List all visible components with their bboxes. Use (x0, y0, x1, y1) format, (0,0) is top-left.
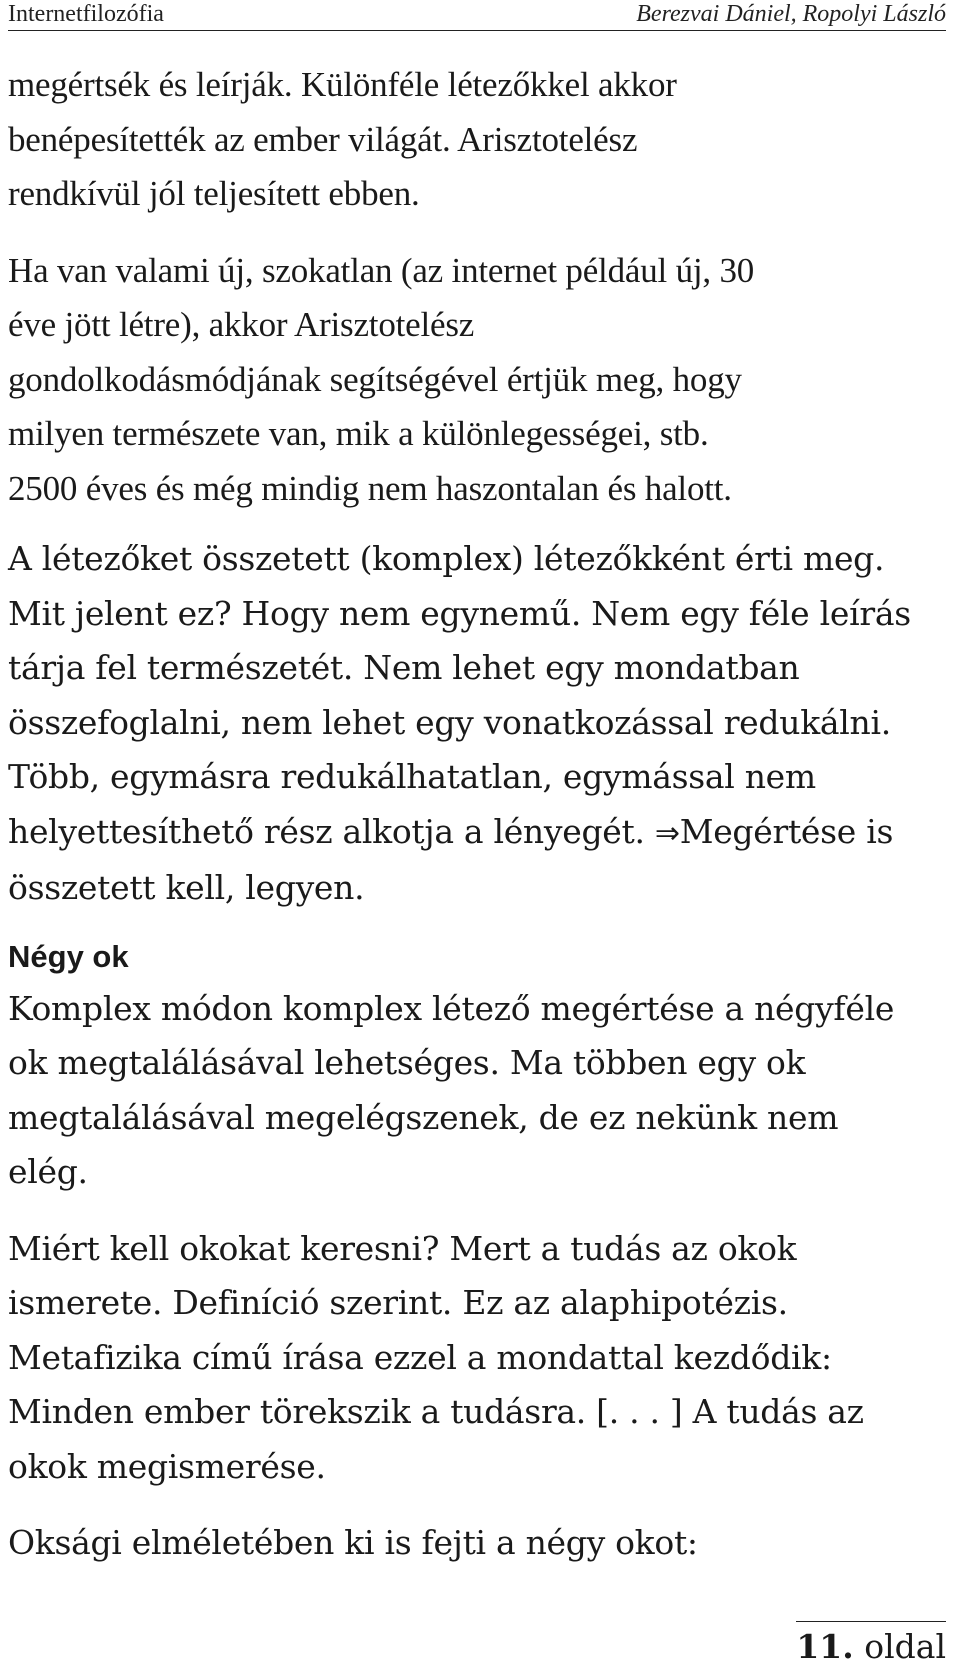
text-line: Megértése is (679, 811, 894, 851)
page-footer (796, 1621, 946, 1672)
text-line: rendkívül jól teljesített ebben. (8, 174, 420, 213)
body-text (8, 58, 948, 1571)
text-line: milyen természete van, mik a különlegességei, stb. (8, 414, 709, 453)
text-line: gondolkodásmódjának segítségével értjük meg, hogy (8, 359, 742, 399)
text-line: A létezőket összetett (komplex) létezőkként érti meg. (8, 539, 885, 578)
text-line: összefoglalni, nem lehet egy vonatkozással redukálni. (8, 702, 891, 742)
paragraph-6 (8, 1516, 948, 1571)
text-line: Mit jelent ez? Hogy nem egynemű. Nem egy féle leírás (8, 593, 911, 633)
text-line: Ha van valami új, szokatlan (az internet például új, 30 (8, 250, 755, 290)
paragraph-1 (8, 58, 948, 222)
text-line: Több, egymásra redukálhatatlan, egymással nem (8, 757, 816, 796)
paragraph-5 (8, 1222, 948, 1495)
running-header (8, 0, 946, 31)
header-title: Internetfilozófia (8, 1, 164, 27)
text-line: Oksági elméletében ki is fejti a négy okot: (8, 1523, 698, 1562)
text-line: tárja fel természetét. Nem lehet egy mondatban (8, 648, 800, 687)
page-label: oldal (853, 1627, 946, 1666)
text-line: okok megismerése. (8, 1446, 326, 1486)
paragraph-4 (8, 982, 948, 1200)
text-line: Minden ember törekszik a tudásra. [. . . ] A tudás az (8, 1392, 864, 1431)
text-line: éve jött létre), akkor Arisztotelész (8, 305, 475, 344)
header-authors: Berezvai Dániel, Ropolyi László (636, 1, 946, 27)
text-line: összetett kell, legyen. (8, 868, 365, 907)
text-line: Miért kell okokat keresni? Mert a tudás az okok (8, 1228, 797, 1268)
section-heading: Négy ok (8, 938, 129, 974)
text-line: 2500 éves és még mindig nem haszontalan és halott. (8, 468, 732, 508)
text-line: megtalálásával megelégszenek, de ez nekünk nem (8, 1097, 839, 1137)
text-line: ismerete. Definíció szerint. Ez az alaphipotézis. (8, 1283, 788, 1322)
text-line: elég. (8, 1152, 88, 1191)
text-line: benépesítették az ember világát. Arisztotelész (8, 119, 638, 159)
paragraph-3 (8, 532, 948, 916)
page-number: 11. (796, 1627, 854, 1666)
text-line: helyettesíthető rész alkotja a lényegét. (8, 811, 655, 851)
text-line: megértsék és leírják. Különféle létezőkkel akkor (8, 65, 677, 104)
text-line: Metafizika című írása ezzel a mondattal kezdődik: (8, 1337, 832, 1377)
implies-arrow-icon: ⇒ (654, 815, 680, 851)
text-line: Komplex módon komplex létező megértése a négyféle (8, 988, 895, 1028)
text-line: ok megtalálásával lehetséges. Ma többen egy ok (8, 1043, 806, 1082)
paragraph-2 (8, 244, 948, 517)
